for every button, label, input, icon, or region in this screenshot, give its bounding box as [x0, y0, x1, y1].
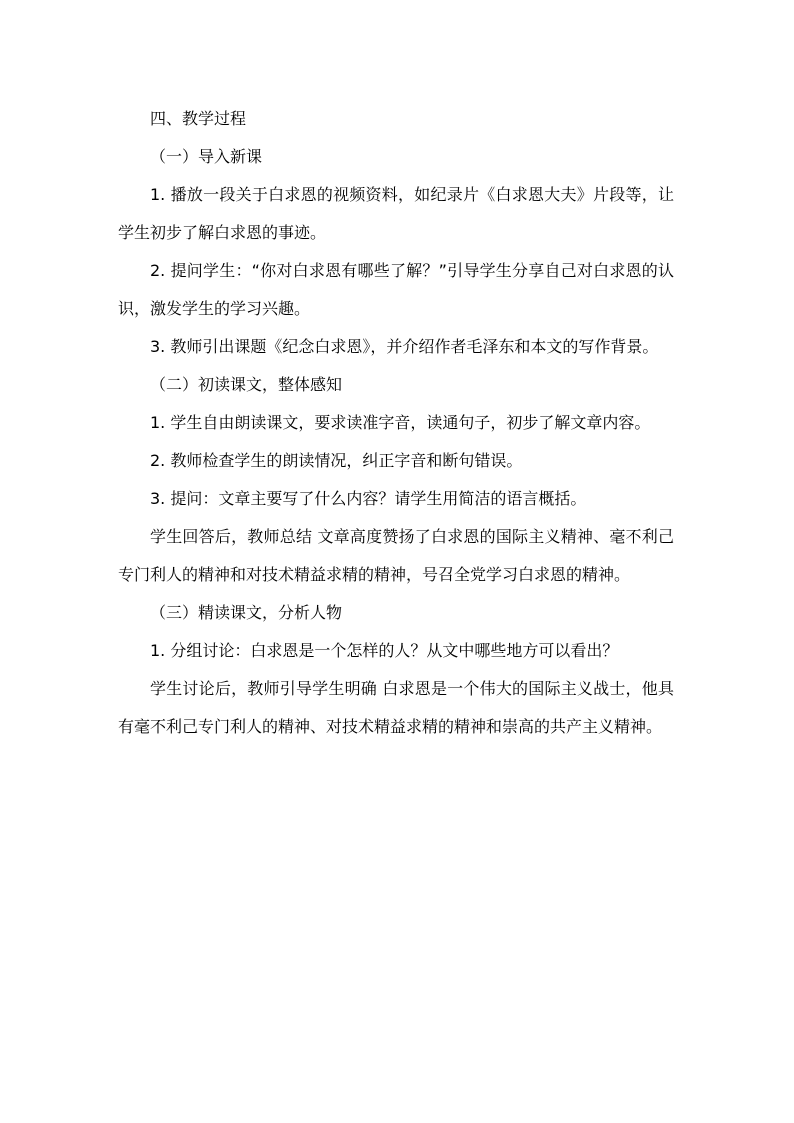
paragraph: 学生讨论后，教师引导学生明确 白求恩是一个伟大的国际主义战士，他具有毫不利己专门利人的精神、对技术精益求精的精神和崇高的共产主义精神。 [118, 679, 674, 736]
subsection-heading: （三）精读课文，分析人物 [150, 603, 343, 622]
paragraph: 2. 教师检查学生的朗读情况，纠正字音和断句错误。 [150, 451, 523, 470]
paragraph: 2. 提问学生：“你对白求恩有哪些了解？”引导学生分享自己对白求恩的认识，激发学生的学习兴趣。 [118, 261, 674, 318]
subsection-heading: （一）导入新课 [150, 147, 263, 166]
paragraph: 3. 教师引出课题《纪念白求恩》，并介绍作者毛泽东和本文的写作背景。 [150, 337, 659, 356]
paragraph: 1. 播放一段关于白求恩的视频资料，如纪录片《白求恩大夫》片段等，让学生初步了解白求恩的事迹。 [118, 185, 674, 242]
section-heading: 四、教学过程 [150, 109, 247, 128]
paragraph: 1. 分组讨论：白求恩是一个怎样的人？从文中哪些地方可以看出？ [150, 641, 619, 660]
paragraph: 1. 学生自由朗读课文，要求读准字音，读通句子，初步了解文章内容。 [150, 413, 651, 432]
paragraph: 3. 提问：文章主要写了什么内容？请学生用简洁的语言概括。 [150, 489, 587, 508]
subsection-heading: （二）初读课文，整体感知 [150, 375, 343, 394]
paragraph: 学生回答后，教师总结 文章高度赞扬了白求恩的国际主义精神、毫不利己专门利人的精神和对技术精益求精的精神，号召全党学习白求恩的精神。 [118, 527, 674, 584]
